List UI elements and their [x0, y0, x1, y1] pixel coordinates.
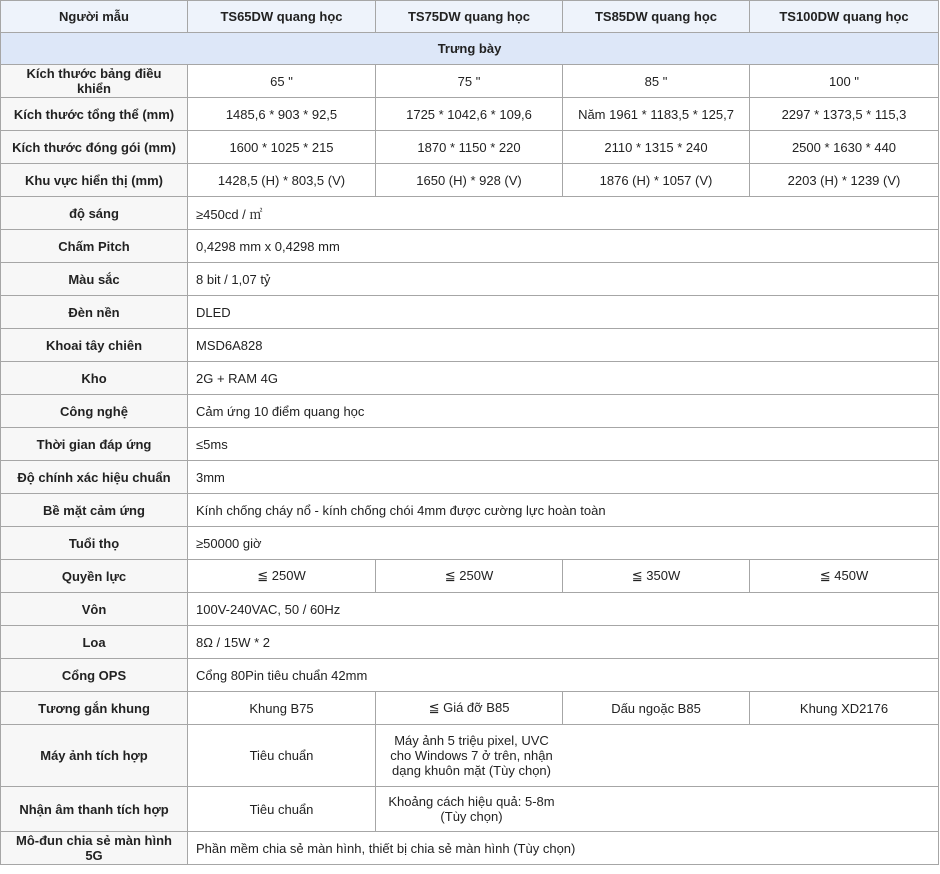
- cell-value: ≦ 250W: [376, 560, 563, 593]
- row-label: Loa: [1, 626, 188, 659]
- row-label: Màu sắc: [1, 263, 188, 296]
- table-row: [1, 98, 939, 131]
- header-ts65: TS65DW quang học: [188, 1, 376, 33]
- table-row: [1, 164, 939, 197]
- cell-value: Khung XD2176: [750, 692, 939, 725]
- mic-note: Khoảng cách hiệu quả: 5-8m (Tùy chọn): [388, 794, 555, 824]
- cell-value: 1428,5 (H) * 803,5 (V): [188, 164, 376, 197]
- header-model: Người mẫu: [1, 1, 188, 33]
- table-row: [1, 659, 939, 692]
- cell-value: Phần mềm chia sẻ màn hình, thiết bị chia sẻ màn hình (Tùy chọn): [188, 832, 939, 865]
- cell-value: Cảm ứng 10 điểm quang học: [188, 395, 939, 428]
- table-row: [1, 692, 939, 725]
- table-row: [1, 65, 939, 98]
- cell-value: 2110 * 1315 * 240: [563, 131, 750, 164]
- table-row: [1, 197, 939, 230]
- cell-value: Dấu ngoặc B85: [563, 692, 750, 725]
- cell-value: 1485,6 * 903 * 92,5: [188, 98, 376, 131]
- cell-value: 8Ω / 15W * 2: [188, 626, 939, 659]
- row-label: Vôn: [1, 593, 188, 626]
- cell-value: Tiêu chuẩn: [188, 725, 376, 787]
- cell-value: 2G + RAM 4G: [188, 362, 939, 395]
- table-row: [1, 395, 939, 428]
- header-ts75: TS75DW quang học: [376, 1, 563, 33]
- cell-value: 1870 * 1150 * 220: [376, 131, 563, 164]
- table-row: [1, 362, 939, 395]
- cell-value: 100 ": [750, 65, 939, 98]
- cell-value: ≦ Giá đỡ B85: [376, 692, 563, 725]
- row-label: Tương gắn khung: [1, 692, 188, 725]
- header-row: [1, 1, 939, 33]
- cell-value: 1600 * 1025 * 215: [188, 131, 376, 164]
- cell-value: 3mm: [188, 461, 939, 494]
- row-label: Kích thước tổng thể (mm): [1, 98, 188, 131]
- row-label: Tuổi thọ: [1, 527, 188, 560]
- table-row: [1, 527, 939, 560]
- row-label: Độ chính xác hiệu chuẩn: [1, 461, 188, 494]
- cell-value: 75 ": [376, 65, 563, 98]
- cell-value: 2500 * 1630 * 440: [750, 131, 939, 164]
- cell-value: 1876 (H) * 1057 (V): [563, 164, 750, 197]
- row-label: Kích thước bảng điều khiển: [1, 65, 188, 98]
- table-row: [1, 263, 939, 296]
- cell-value: DLED: [188, 296, 939, 329]
- table-row: [1, 832, 939, 865]
- row-label: Thời gian đáp ứng: [1, 428, 188, 461]
- table-row: [1, 494, 939, 527]
- cell-value: ≤5ms: [188, 428, 939, 461]
- cell-value: ≥50000 giờ: [188, 527, 939, 560]
- table-row: [1, 329, 939, 362]
- cell-value: 1650 (H) * 928 (V): [376, 164, 563, 197]
- cell-value: 85 ": [563, 65, 750, 98]
- header-ts100: TS100DW quang học: [750, 1, 939, 33]
- row-label: Máy ảnh tích hợp: [1, 725, 188, 787]
- table-row: [1, 296, 939, 329]
- table-row: [1, 593, 939, 626]
- camera-note: Máy ảnh 5 triệu pixel, UVC cho Windows 7 ở trên, nhận dạng khuôn mặt (Tùy chọn): [390, 733, 553, 778]
- cell-value: 8 bit / 1,07 tỷ: [188, 263, 939, 296]
- cell-value: ≥450cd / ㎡: [188, 197, 939, 230]
- cell-value: Năm 1961 * 1183,5 * 125,7: [563, 98, 750, 131]
- row-label: Kho: [1, 362, 188, 395]
- row-label: Công nghệ: [1, 395, 188, 428]
- row-label: Kích thước đóng gói (mm): [1, 131, 188, 164]
- cell-value: ≦ 250W: [188, 560, 376, 593]
- table-row: [1, 461, 939, 494]
- cell-value: 100V-240VAC, 50 / 60Hz: [188, 593, 939, 626]
- row-label: độ sáng: [1, 197, 188, 230]
- row-label: Nhận âm thanh tích hợp: [1, 787, 188, 832]
- header-ts85: TS85DW quang học: [563, 1, 750, 33]
- row-label: Quyền lực: [1, 560, 188, 593]
- cell-value: 2297 * 1373,5 * 115,3: [750, 98, 939, 131]
- table-row: [1, 428, 939, 461]
- row-label: Đèn nền: [1, 296, 188, 329]
- table-row: [1, 725, 939, 787]
- section-row: [1, 33, 939, 65]
- row-label: Bề mặt cảm ứng: [1, 494, 188, 527]
- table-row: [1, 131, 939, 164]
- row-label: Mô-đun chia sẻ màn hình 5G: [1, 832, 188, 865]
- section-display: Trưng bày: [1, 33, 939, 65]
- cell-value: ≦ 350W: [563, 560, 750, 593]
- cell-value: Kính chống cháy nổ - kính chống chói 4mm được cường lực hoàn toàn: [188, 494, 939, 527]
- row-label: Khu vực hiển thị (mm): [1, 164, 188, 197]
- table-row: [1, 560, 939, 593]
- cell-value: Cổng 80Pin tiêu chuẩn 42mm: [188, 659, 939, 692]
- row-label: Khoai tây chiên: [1, 329, 188, 362]
- cell-value: 0,4298 mm x 0,4298 mm: [188, 230, 939, 263]
- cell-value: 65 ": [188, 65, 376, 98]
- table-row: [1, 626, 939, 659]
- table-row: [1, 230, 939, 263]
- cell-value: Tiêu chuẩn: [188, 787, 376, 832]
- row-label: Chấm Pitch: [1, 230, 188, 263]
- table-row: [1, 787, 939, 832]
- cell-value: MSD6A828: [188, 329, 939, 362]
- cell-value: 1725 * 1042,6 * 109,6: [376, 98, 563, 131]
- row-label: Cổng OPS: [1, 659, 188, 692]
- cell-value: [376, 787, 939, 832]
- cell-value: [376, 725, 939, 787]
- cell-value: ≦ 450W: [750, 560, 939, 593]
- cell-value: Khung B75: [188, 692, 376, 725]
- cell-value: 2203 (H) * 1239 (V): [750, 164, 939, 197]
